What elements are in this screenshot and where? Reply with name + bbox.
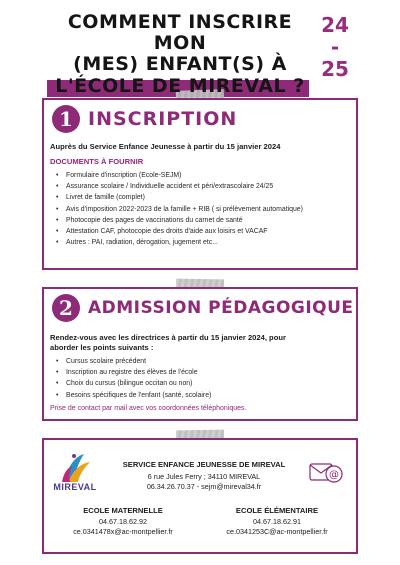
elementaire-name: ECOLE ÉLÉMENTAIRE [235,506,319,515]
service-enfance-block [104,460,304,492]
title-line-1: COMMENT INSCRIRE MON [67,11,293,54]
maternelle-email[interactable]: ce.0341478x@ac-montpellier.fr [73,527,173,536]
ecole-elementaire-block [202,506,352,537]
documents-list [54,170,303,248]
maternelle-phone: 04.67.18.62.92 [99,517,147,526]
service-name: SERVICE ENFANCE JEUNESSE DE MIREVAL [122,460,286,469]
contact-note: Prise de contact par mail avec vos coordonnées téléphoniques. [50,405,247,412]
list-item: • Inscription au registre des élèves de l'école [54,367,211,378]
service-address: 6 rue Jules Ferry ; 34110 MIREVAL [147,472,261,481]
year-dash: - [330,35,340,59]
list-item: • Avis d'imposition 2022-2023 de la famille + RIB ( si prélèvement automatique) [54,204,303,215]
list-item: • Cursus scolaire précédent [54,356,211,367]
list-item: • Formulaire d'inscription (Ecole-SEJM) [54,170,303,181]
title-line-3: L'ÉCOLE DE MIREVAL ? [55,75,305,97]
maternelle-name: ECOLE MATERNELLE [83,506,163,515]
admission-lead-line-1: Rendez-vous avec les directrices à partir du 15 janvier 2024, pour [50,333,286,342]
list-item: • Photocopie des pages de vaccinations du carnet de santé [54,215,303,226]
ecole-maternelle-block [48,506,198,537]
section-title: INSCRIPTION [88,108,238,130]
section-contacts [42,438,358,554]
logo-wordmark: MIREVAL [53,482,97,492]
list-item: • Livret de famille (complet) [54,192,303,203]
admission-lead-line-2: aborder les points suivants : [50,343,154,352]
inscription-lead: Auprès du Service Enfance Jeunesse à partir du 15 janvier 2024 [50,142,281,151]
title-line-3-highlighted [55,76,305,97]
inscription-header [52,105,237,133]
page-header [0,0,400,97]
page-title [40,12,320,97]
list-item: • Choix du cursus (bilingue occitan ou non) [54,378,211,389]
svg-text:@: @ [329,469,339,481]
list-item: • Besoins spécifiques de l'enfant (santé, scolaire) [54,390,211,401]
section-inscription [42,98,358,270]
admission-points-list [54,356,211,401]
list-item: • Assurance scolaire / Individuelle accident et péri/extrascolaire 24/25 [54,181,303,192]
section-title: ADMISSION PÉDAGOGIQUE [88,298,354,318]
service-phone-mail: 06.34.26.70.37 - sejm@mireval34.fr [146,482,262,491]
section-number-badge: 1 [52,105,80,133]
admission-header [52,294,354,322]
title-line-2: (MES) ENFANT(S) À [73,53,287,75]
year-end: 25 [321,57,349,81]
elementaire-email[interactable]: ce.0341253C@ac-montpellier.fr [226,527,328,536]
email-icon [308,458,344,488]
section-number-badge: 2 [52,294,80,322]
list-item: • Attestation CAF, photocopie des droits d'aide aux loisirs et VACAF [54,226,303,237]
list-item: • Autres : PAI, radiation, dérogation, jugement etc... [54,237,303,248]
documents-heading: DOCUMENTS À FOURNIR [50,157,144,166]
year-start: 24 [321,13,349,37]
elementaire-phone: 04.67.18.62.91 [253,517,301,526]
section-admission [42,287,358,421]
